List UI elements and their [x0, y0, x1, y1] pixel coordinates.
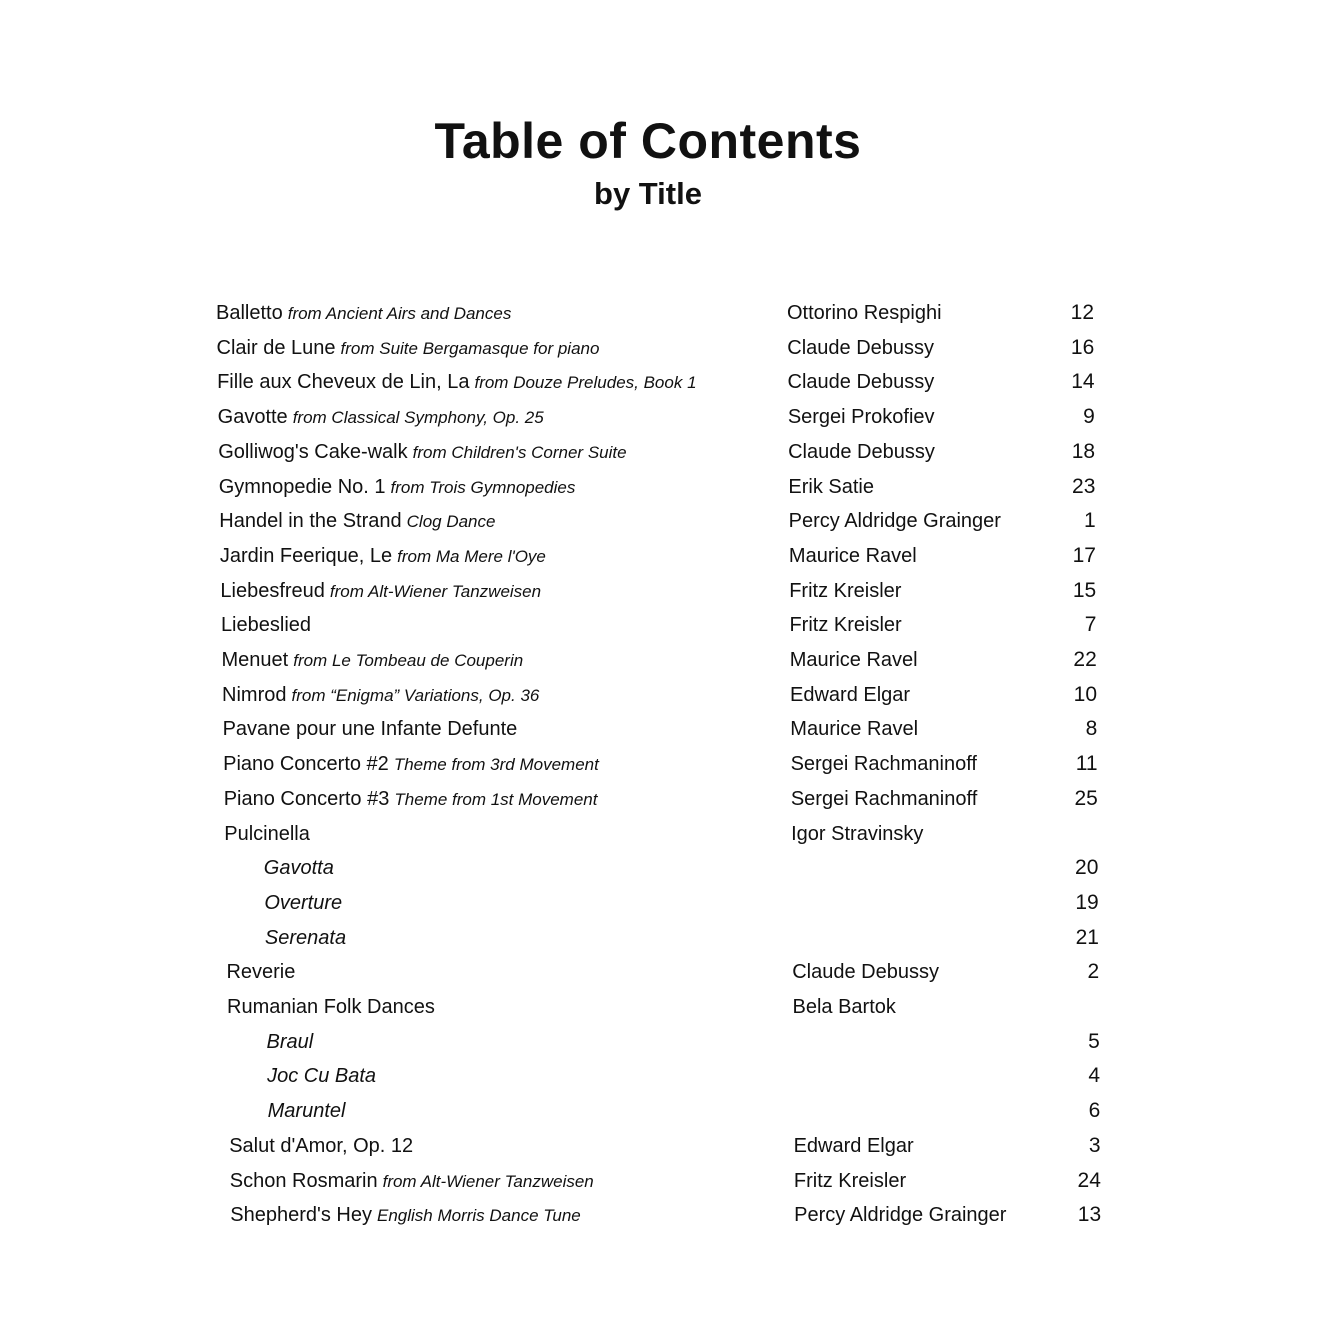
entry-title-text: Liebeslied — [220, 614, 312, 637]
toc-entry-title — [230, 1198, 580, 1233]
entry-title-text: Gavotte — [217, 406, 288, 429]
entry-title-text: Schon Rosmarin — [229, 1169, 378, 1192]
entry-source-text: Clog Dance — [406, 512, 496, 532]
toc-entry-title — [226, 955, 295, 989]
toc-entry-title — [222, 678, 539, 713]
page-title: Table of Contents — [434, 113, 862, 169]
entry-page-number: 5 — [1088, 1029, 1100, 1053]
entry-composer: Claude Debussy — [787, 336, 935, 359]
entry-source-text: from Classical Symphony, Op. 25 — [292, 408, 544, 428]
toc-entry-title — [223, 712, 518, 746]
toc-row — [0, 539, 1320, 573]
toc-entry-title — [224, 817, 310, 851]
entry-composer: Ottorino Respighi — [787, 302, 942, 324]
entry-composer: Percy Aldridge Grainger — [794, 1204, 1007, 1227]
entry-title-text: Serenata — [264, 926, 347, 949]
entry-title-text: Piano Concerto #3 — [223, 787, 390, 810]
toc-entry-title — [220, 574, 541, 609]
entry-source-text: from Suite Bergamasque for piano — [340, 338, 600, 358]
entry-page-number: 23 — [1072, 474, 1096, 498]
toc-subentry-title — [268, 1094, 346, 1128]
entry-page-number: 24 — [1077, 1168, 1101, 1192]
entry-source-text: Theme from 3rd Movement — [393, 755, 599, 775]
toc-entry-title — [220, 539, 546, 574]
entry-page-number: 3 — [1088, 1133, 1101, 1157]
entry-composer: Edward Elgar — [793, 1134, 914, 1157]
toc-entry-title — [230, 1164, 594, 1199]
entry-composer: Sergei Rachmaninoff — [790, 787, 978, 810]
toc-row — [0, 1025, 1320, 1059]
entry-title-text: Braul — [266, 1030, 314, 1053]
toc-row — [0, 574, 1320, 608]
toc-entry-title — [219, 470, 576, 505]
entry-page-number: 20 — [1075, 856, 1099, 880]
toc-row — [0, 504, 1320, 538]
entry-title-text: Handel in the Strand — [219, 510, 402, 533]
entry-page-number: 18 — [1071, 439, 1096, 463]
entry-source-text: from Ancient Airs and Dances — [287, 304, 512, 323]
entry-title-text: Salut d'Amor, Op. 12 — [229, 1134, 414, 1157]
toc-entry-title — [223, 747, 599, 782]
entry-composer: Maurice Ravel — [790, 718, 919, 741]
toc-row — [0, 1198, 1320, 1232]
entry-composer: Maurice Ravel — [789, 649, 918, 671]
entry-title-text: Pavane pour une Infante Defunte — [222, 718, 518, 741]
entry-page-number: 13 — [1077, 1203, 1102, 1227]
entry-page-number: 16 — [1070, 335, 1095, 359]
entry-composer: Edward Elgar — [790, 683, 911, 706]
entry-composer: Igor Stravinsky — [791, 822, 924, 845]
entry-title-text: Gavotta — [263, 857, 334, 880]
entry-source-text: from “Enigma” Variations, Op. 36 — [291, 685, 540, 705]
entry-title-text: Balletto — [216, 302, 283, 324]
entry-page-number: 4 — [1088, 1064, 1101, 1088]
toc-row — [0, 1164, 1320, 1198]
entry-title-text: Clair de Lune — [216, 336, 336, 359]
entry-page-number: 17 — [1072, 543, 1096, 567]
toc-row — [0, 851, 1320, 885]
toc-subentry-title — [264, 886, 342, 920]
entry-composer: Percy Aldridge Grainger — [788, 510, 1001, 533]
entry-page-number: 8 — [1085, 717, 1098, 741]
entry-title-text: Piano Concerto #2 — [223, 753, 389, 776]
toc-subentry-title — [267, 1059, 376, 1093]
toc-row — [0, 817, 1320, 851]
toc-subentry-title — [265, 921, 346, 955]
entry-title-text: Golliwog's Cake-walk — [218, 440, 408, 463]
entry-composer: Maurice Ravel — [788, 544, 917, 567]
toc-row — [0, 1129, 1320, 1163]
toc-row — [0, 1059, 1320, 1093]
entry-title-text: Fille aux Cheveux de Lin, La — [217, 371, 470, 394]
toc-entry-title — [218, 435, 626, 470]
entry-title-text: Maruntel — [267, 1100, 346, 1123]
entry-source-text: from Douze Preludes, Book 1 — [474, 373, 697, 393]
entry-source-text: Theme from 1st Movement — [394, 789, 598, 809]
entry-composer: Sergei Rachmaninoff — [790, 753, 977, 776]
entry-source-text: from Children's Corner Suite — [412, 442, 627, 462]
toc-row — [0, 435, 1320, 469]
toc-row — [0, 608, 1320, 642]
toc-entry-title — [229, 1129, 413, 1163]
toc-row — [0, 955, 1320, 989]
toc-row — [0, 921, 1320, 955]
entry-page-number: 1 — [1083, 509, 1096, 533]
toc-row — [0, 400, 1320, 434]
toc-row — [0, 782, 1320, 816]
entry-page-number: 15 — [1072, 578, 1097, 602]
entry-page-number: 21 — [1075, 925, 1099, 949]
entry-page-number: 7 — [1084, 613, 1097, 637]
toc-entry-title — [216, 296, 511, 331]
entry-title-text: Menuet — [221, 649, 289, 671]
entry-composer: Fritz Kreisler — [789, 579, 902, 602]
entry-page-number: 6 — [1088, 1099, 1101, 1123]
entry-title-text: Shepherd's Hey — [230, 1204, 372, 1227]
toc-row — [0, 747, 1320, 781]
page-subtitle: by Title — [594, 176, 702, 211]
entry-title-text: Reverie — [226, 961, 296, 984]
toc-subentry-title — [267, 1025, 314, 1059]
toc-row — [0, 1094, 1320, 1128]
entry-title-text: Nimrod — [222, 683, 287, 706]
toc-entry-title — [221, 608, 311, 642]
entry-page-number: 25 — [1074, 786, 1098, 810]
entry-title-text: Rumanian Folk Dances — [227, 996, 435, 1018]
entry-page-number: 22 — [1073, 648, 1097, 671]
entry-title-text: Joc Cu Bata — [267, 1065, 377, 1088]
entry-page-number: 9 — [1083, 405, 1095, 429]
entry-page-number: 12 — [1070, 301, 1094, 324]
entry-composer: Claude Debussy — [792, 961, 939, 984]
toc-row — [0, 678, 1320, 712]
entry-page-number: 14 — [1071, 370, 1095, 394]
entry-composer: Sergei Prokofiev — [787, 406, 935, 429]
toc-entry-title — [217, 365, 696, 400]
toc-row — [0, 296, 1320, 330]
entry-title-text: Pulcinella — [224, 822, 310, 845]
toc-row — [0, 886, 1320, 920]
entry-source-text: from Le Tombeau de Couperin — [293, 651, 524, 670]
entry-source-text: English Morris Dance Tune — [376, 1206, 581, 1226]
entry-page-number: 10 — [1073, 682, 1098, 706]
toc-row — [0, 712, 1320, 746]
toc-entry-title — [222, 643, 524, 678]
entry-composer: Fritz Kreisler — [793, 1169, 907, 1192]
toc-entry-title — [219, 504, 495, 539]
entry-composer: Erik Satie — [788, 475, 874, 498]
entry-source-text: from Trois Gymnopedies — [390, 477, 576, 497]
entry-page-number: 11 — [1075, 752, 1098, 776]
entry-title-text: Jardin Feerique, Le — [219, 544, 393, 567]
toc-row — [0, 365, 1320, 399]
entry-page-number: 19 — [1075, 890, 1099, 914]
toc-entry-title — [227, 990, 435, 1024]
toc-row — [0, 990, 1320, 1024]
entry-title-text: Overture — [264, 891, 343, 914]
entry-title-text: Gymnopedie No. 1 — [218, 475, 386, 498]
entry-source-text: from Ma Mere l'Oye — [397, 546, 546, 566]
entry-source-text: from Alt-Wiener Tanzweisen — [382, 1171, 594, 1191]
toc-row — [0, 643, 1320, 677]
entry-composer: Claude Debussy — [787, 371, 935, 394]
entry-composer: Fritz Kreisler — [789, 614, 902, 637]
toc-row — [0, 331, 1320, 365]
toc-entry-title — [218, 400, 544, 435]
entry-composer: Claude Debussy — [788, 440, 935, 463]
toc-entry-title — [224, 782, 598, 817]
toc-row — [0, 470, 1320, 504]
entry-source-text: from Alt-Wiener Tanzweisen — [329, 581, 542, 601]
entry-page-number: 2 — [1087, 960, 1100, 984]
entry-title-text: Liebesfreud — [220, 579, 325, 602]
toc-entry-title — [217, 331, 600, 366]
toc-subentry-title — [264, 851, 334, 885]
entry-composer: Bela Bartok — [792, 996, 896, 1018]
